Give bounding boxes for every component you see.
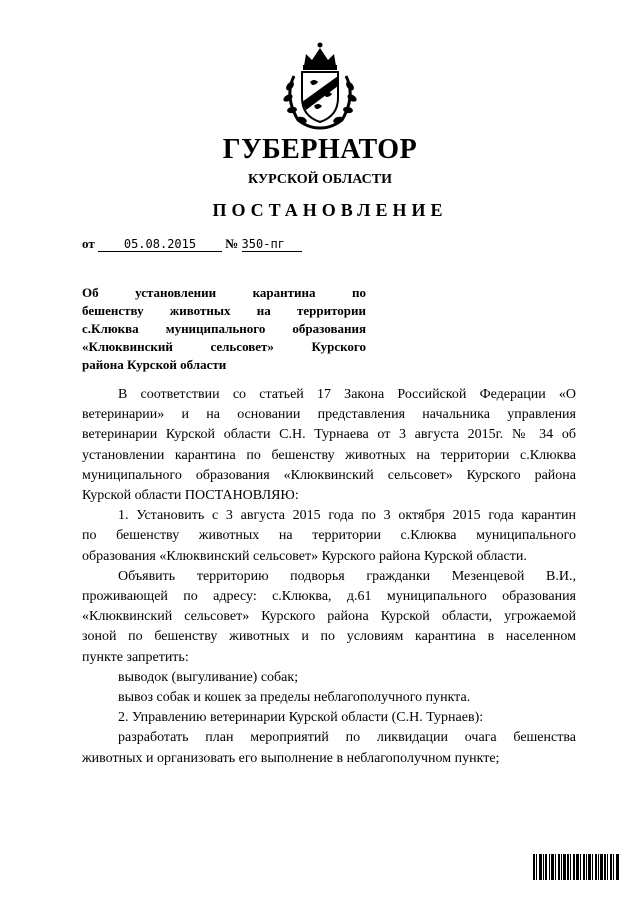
body-line: животных и организовать его выполнение в неблагополучном пункте; [82, 750, 500, 766]
document-number: 350-пг [242, 237, 302, 252]
body-line: «Клюквинский сельсовет» Курского района Курской области, угрожаемой [82, 609, 576, 625]
date-label: от [82, 236, 95, 251]
body-line: ветеринарии» и на основании представления начальника управления [82, 407, 576, 423]
body-line: выводок (выгуливание) собак; [118, 669, 299, 685]
page-title: ГУБЕРНАТОР [222, 134, 418, 165]
body-line: по бешенству животных на территории с.Клюква муниципального [82, 528, 576, 544]
subject-line: с.Клюква муниципального образования [82, 321, 366, 336]
subject-line: «Клюквинский сельсовет» Курского [82, 339, 366, 354]
document-number-line [82, 236, 382, 252]
body-line: муниципального образования «Клюквинский сельсовет» Курского района [82, 467, 576, 483]
body-line: разработать план мероприятий по ликвидации очага бешенства [118, 730, 576, 746]
body-line: ветеринарии Курской области С.Н. Турнаева от 3 августа 2015г. № 34 об [82, 427, 576, 443]
document-type: ПОСТАНОВЛЕНИЕ [212, 200, 448, 220]
body-line: установлении карантина по бешенству животных на территории с.Клюква [82, 447, 576, 463]
document-subject [82, 284, 366, 374]
body-line: 1. Установить с 3 августа 2015 года по 3 октября 2015 года карантин [118, 508, 576, 524]
body-line: Курской области ПОСТАНОВЛЯЮ: [82, 488, 299, 504]
body-line: пункте запретить: [82, 649, 189, 665]
barcode-icon [533, 854, 619, 880]
subject-line: бешенству животных на территории [82, 303, 366, 318]
body-line: проживающей по адресу: с.Клюква, д.61 муниципального образования [82, 589, 576, 605]
subject-line: Об установлении карантина по [82, 285, 366, 300]
coat-of-arms-emblem [272, 36, 368, 132]
document-body [82, 385, 576, 769]
body-line: Объявить территорию подворья гражданки Мезенцевой В.И., [118, 568, 576, 584]
number-label: № [225, 236, 239, 251]
document-date: 05.08.2015 [98, 237, 222, 252]
body-line: вывоз собак и кошек за пределы неблагополучного пункта. [118, 690, 471, 706]
region-name: КУРСКОЙ ОБЛАСТИ [247, 172, 393, 187]
body-line: зоной по бешенству животных и по условиям карантина в населенном [82, 629, 576, 645]
body-line: 2. Управлению ветеринарии Курской области (С.Н. Турнаев): [118, 710, 484, 726]
body-line: В соответствии со статьей 17 Закона Российской Федерации «О [118, 387, 576, 402]
subject-line: района Курской области [82, 357, 227, 372]
body-line: образования «Клюквинский сельсовет» Курского района Курской области. [82, 548, 527, 564]
